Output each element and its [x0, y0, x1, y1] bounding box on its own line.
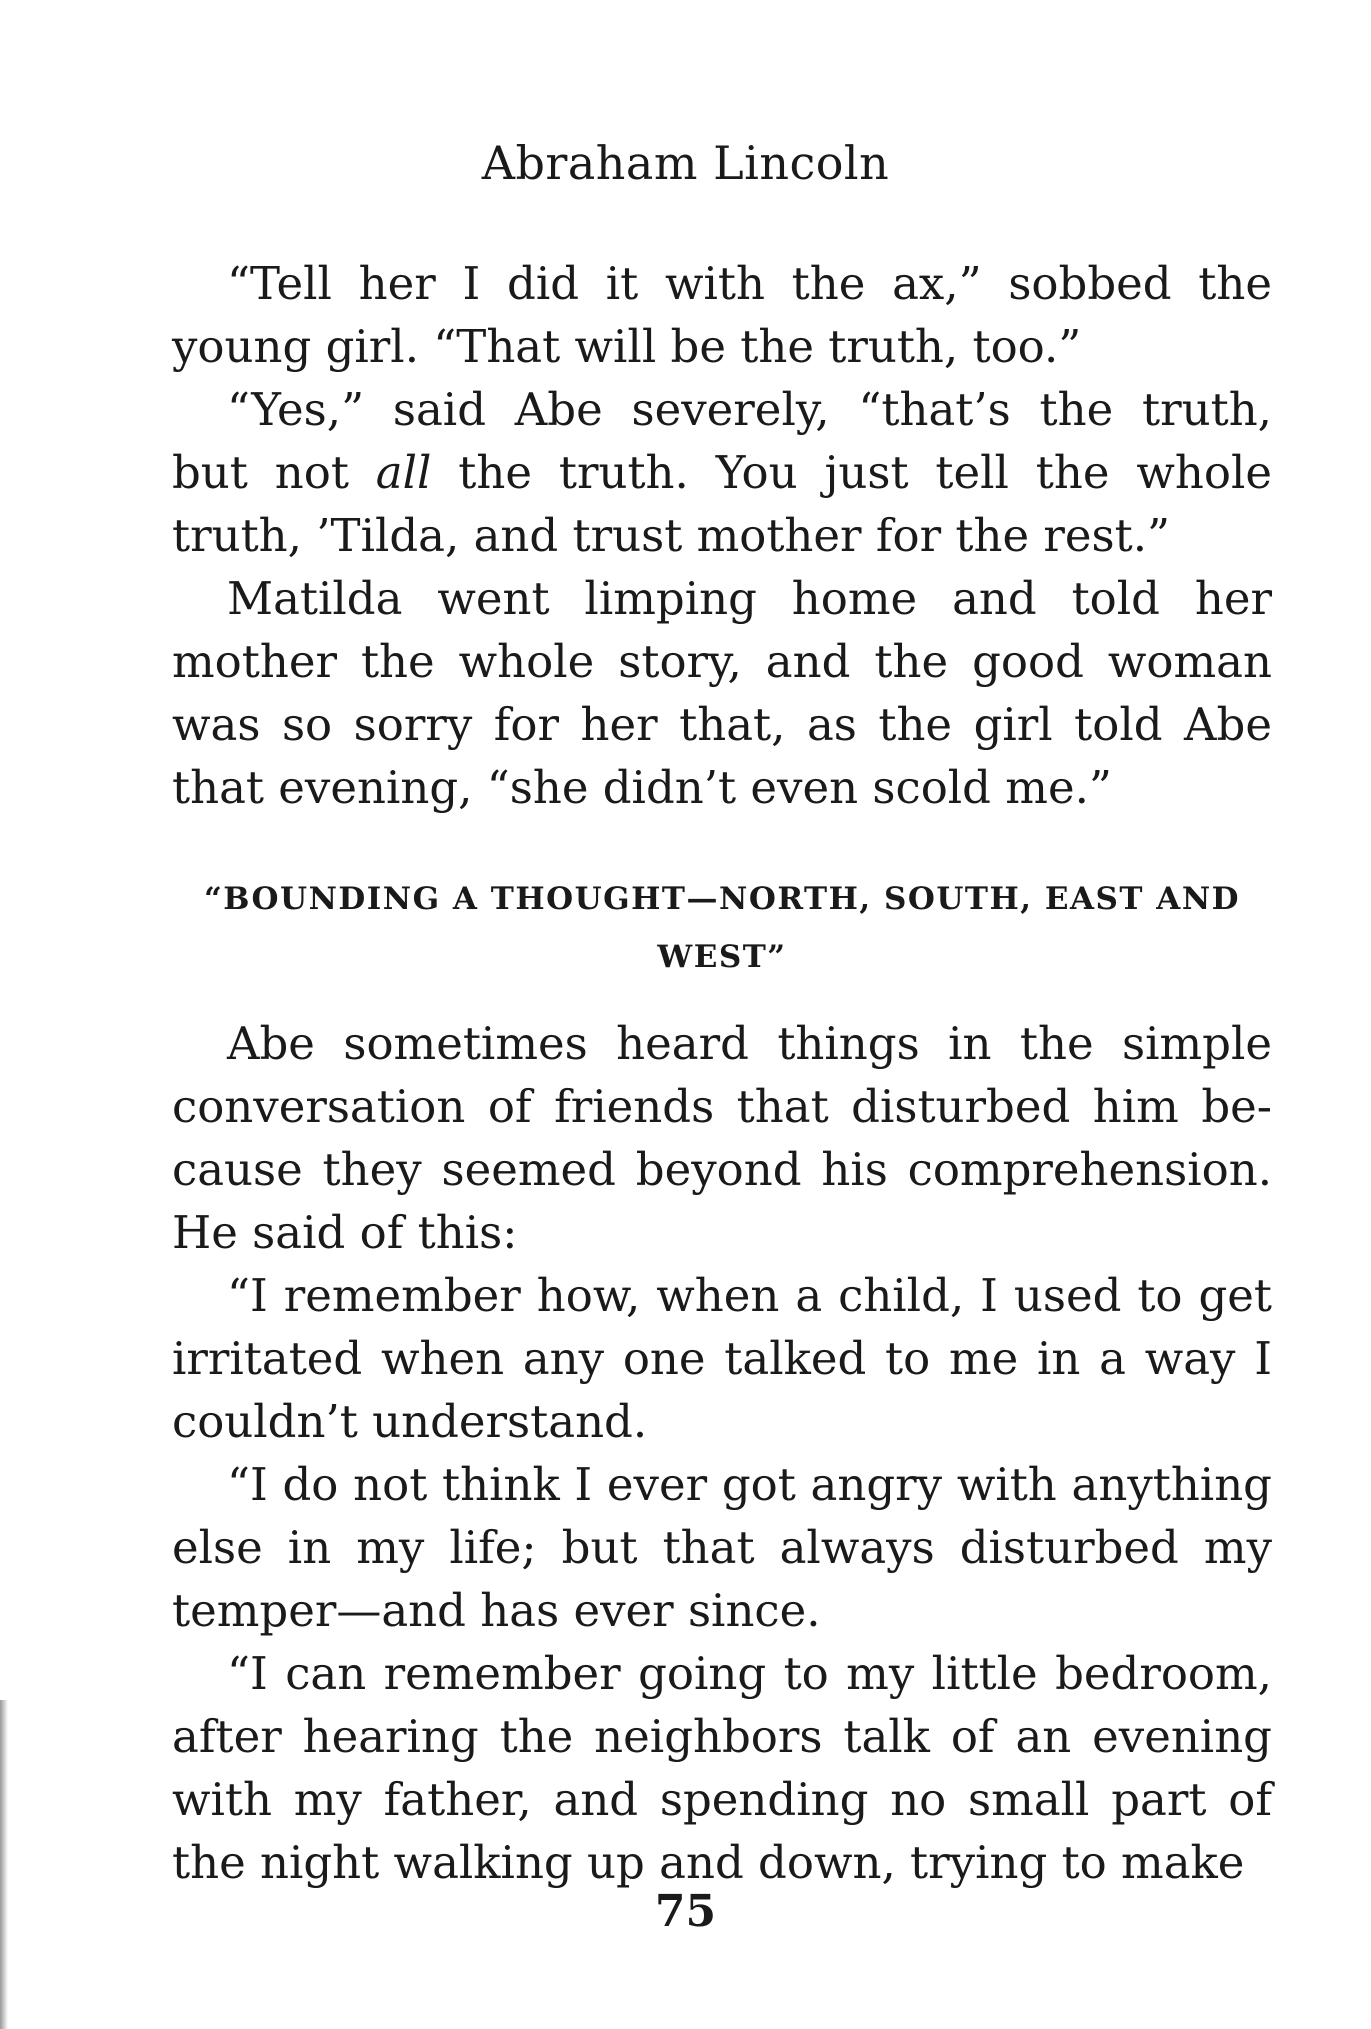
paragraph: “I do not think I ever got angry with anything else in my life; but that always disturbed my temper—and has ever since.: [172, 1458, 1272, 1637]
binding-edge-shadow: [0, 1700, 8, 2029]
paragraph: “I can remember going to my little bedroom, after hearing the neighbors talk of an evening with my father, and spending no small part of the night walking up and down, trying to make: [172, 1647, 1272, 1889]
paragraph: “Tell her I did it with the ax,” sobbed the young girl. “That will be the truth, too.”: [172, 257, 1272, 373]
paragraph: “I remember how, when a child, I used to get irritated when any one talked to me in a way I couldn’t understand.: [172, 1269, 1272, 1448]
italic-word: all: [375, 446, 432, 499]
running-head: Abraham Lincoln: [481, 136, 890, 190]
paragraph: Matilda went limping home and told her mother the whole story, and the good woman was so sorry for her that, as the girl told Abe that evening, “she didn’t even scold me.”: [172, 572, 1272, 814]
paragraph: Abe sometimes heard things in the simple conversation of friends that disturbed him because they seemed beyond his comprehension. He said of this:: [172, 1017, 1272, 1259]
text-block-bottom: [172, 1012, 1272, 1894]
paragraph: [172, 378, 1272, 567]
text-block-top: [172, 252, 1272, 819]
paragraph-text: the truth. You just tell the whole truth, ’Tilda, and trust mother for the rest.”: [172, 446, 1272, 562]
page-number: 75: [654, 1886, 717, 1937]
section-heading: “BOUNDING A THOUGHT—NORTH, SOUTH, EAST AND WEST”: [203, 881, 1241, 975]
paragraph-text: “Yes,” said Abe severely, “that’s the truth, but not: [172, 383, 1272, 499]
